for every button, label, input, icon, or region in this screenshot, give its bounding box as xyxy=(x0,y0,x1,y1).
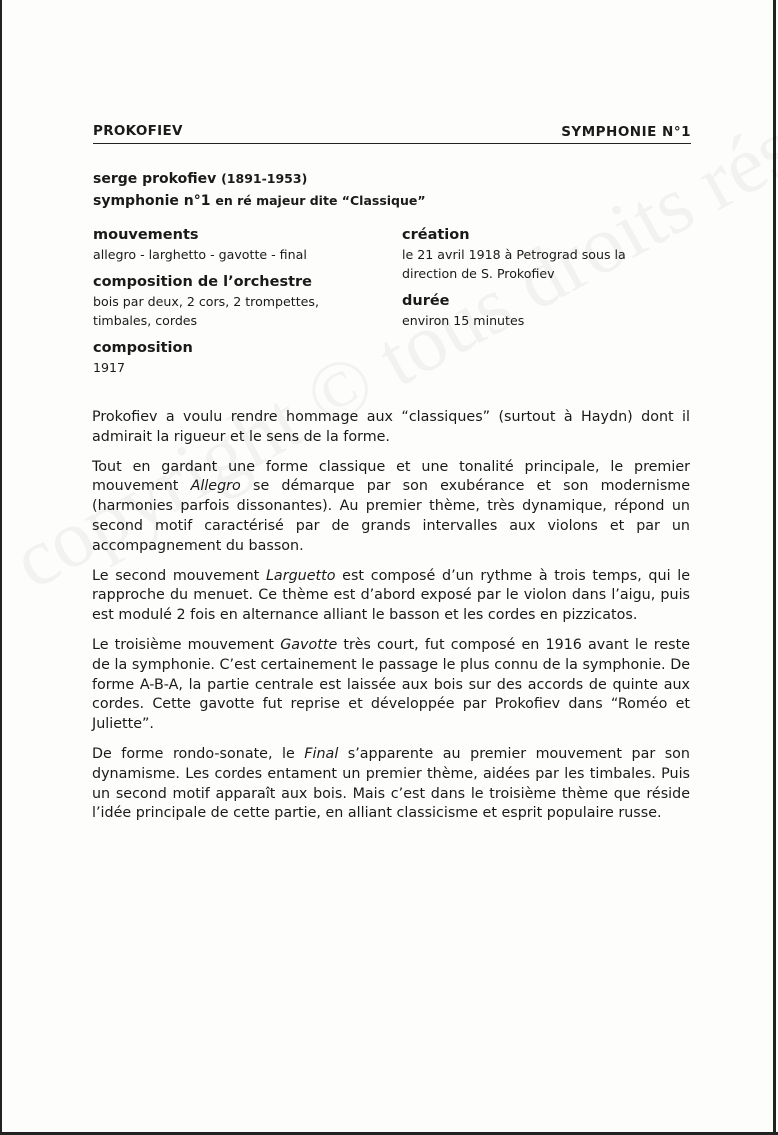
work-name: symphonie n°1 xyxy=(93,193,211,209)
page-header xyxy=(93,123,691,144)
composer-line xyxy=(93,168,426,190)
creation-heading: création xyxy=(402,227,470,243)
duree-heading: durée xyxy=(402,293,450,309)
program-notes xyxy=(92,408,690,834)
work-title xyxy=(93,168,426,212)
movement-name: Final xyxy=(304,745,339,762)
movement-name: Gavotte xyxy=(280,636,338,653)
composer-name: serge prokofiev xyxy=(93,171,217,187)
creation-line-2: direction de S. Prokofiev xyxy=(402,266,555,281)
mouvements-heading: mouvements xyxy=(93,227,199,243)
scan-border-right xyxy=(773,0,776,1135)
composition-year: 1917 xyxy=(93,360,126,375)
info-column-left xyxy=(93,225,383,377)
paragraph-gavotte: Le troisième mouvement Gavotte très court, fut composé en 1916 avant le reste de la symphonie. C’est certainement le passage le plus connu de la symphonie. De forme A-B-A, la partie centrale est laissée aux bois sur des accords de quinte aux cordes. Cette gavotte fut reprise et développée par Prokofiev dans “Roméo et Juliette”. xyxy=(92,636,690,733)
duree-text: environ 15 minutes xyxy=(402,313,525,328)
movement-name: Allegro xyxy=(190,478,241,495)
composition-heading: composition xyxy=(93,340,193,356)
paragraph-allegro: Tout en gardant une forme classique et une tonalité principale, le premier mouvement Allegro se démarque par son exubérance et son modernisme (harmonies parfois dissonantes). Au premier thème, très dynamique, répond un second motif caractérisé par de grands intervalles aux violons et par un accompagnement du basson. xyxy=(92,458,690,554)
header-work: SYMPHONIE N°1 xyxy=(561,124,691,140)
movement-name: Larguetto xyxy=(265,567,336,584)
work-line xyxy=(93,190,426,212)
scan-border-left xyxy=(0,0,2,1135)
work-subtitle: en ré majeur dite “Classique” xyxy=(215,193,426,208)
header-composer: PROKOFIEV xyxy=(93,123,183,139)
orchestre-heading: composition de l’orchestre xyxy=(93,274,312,290)
composer-dates: (1891-1953) xyxy=(221,171,308,186)
orchestre-line-1: bois par deux, 2 cors, 2 trompettes, xyxy=(93,294,319,309)
info-column-right xyxy=(402,225,692,330)
orchestre-line-2: timbales, cordes xyxy=(93,313,198,328)
paragraph-final: De forme rondo-sonate, le Final s’apparente au premier mouvement par son dynamisme. Les cordes entament un premier thème, aidées par les timbales. Puis un second motif apparaît aux bois. Mais c’est dans le troisième thème que réside l’idée principale de cette partie, en alliant classicisme et esprit populaire russe. xyxy=(92,745,690,822)
creation-line-1: le 21 avril 1918 à Petrograd sous la xyxy=(402,247,626,262)
mouvements-text: allegro - larghetto - gavotte - final xyxy=(93,247,307,262)
paragraph-larghetto: Le second mouvement Larguetto est composé d’un rythme à trois temps, qui le rapproche du menuet. Ce thème est d’abord exposé par le violon dans l’aigu, puis est modulé 2 fois en alternance alliant le basson et les cordes en pizzicatos. xyxy=(92,567,690,624)
paragraph-intro: Prokofiev a voulu rendre hommage aux “classiques” (surtout à Haydn) dont il admirait la rigueur et le sens de la forme. xyxy=(92,409,690,445)
